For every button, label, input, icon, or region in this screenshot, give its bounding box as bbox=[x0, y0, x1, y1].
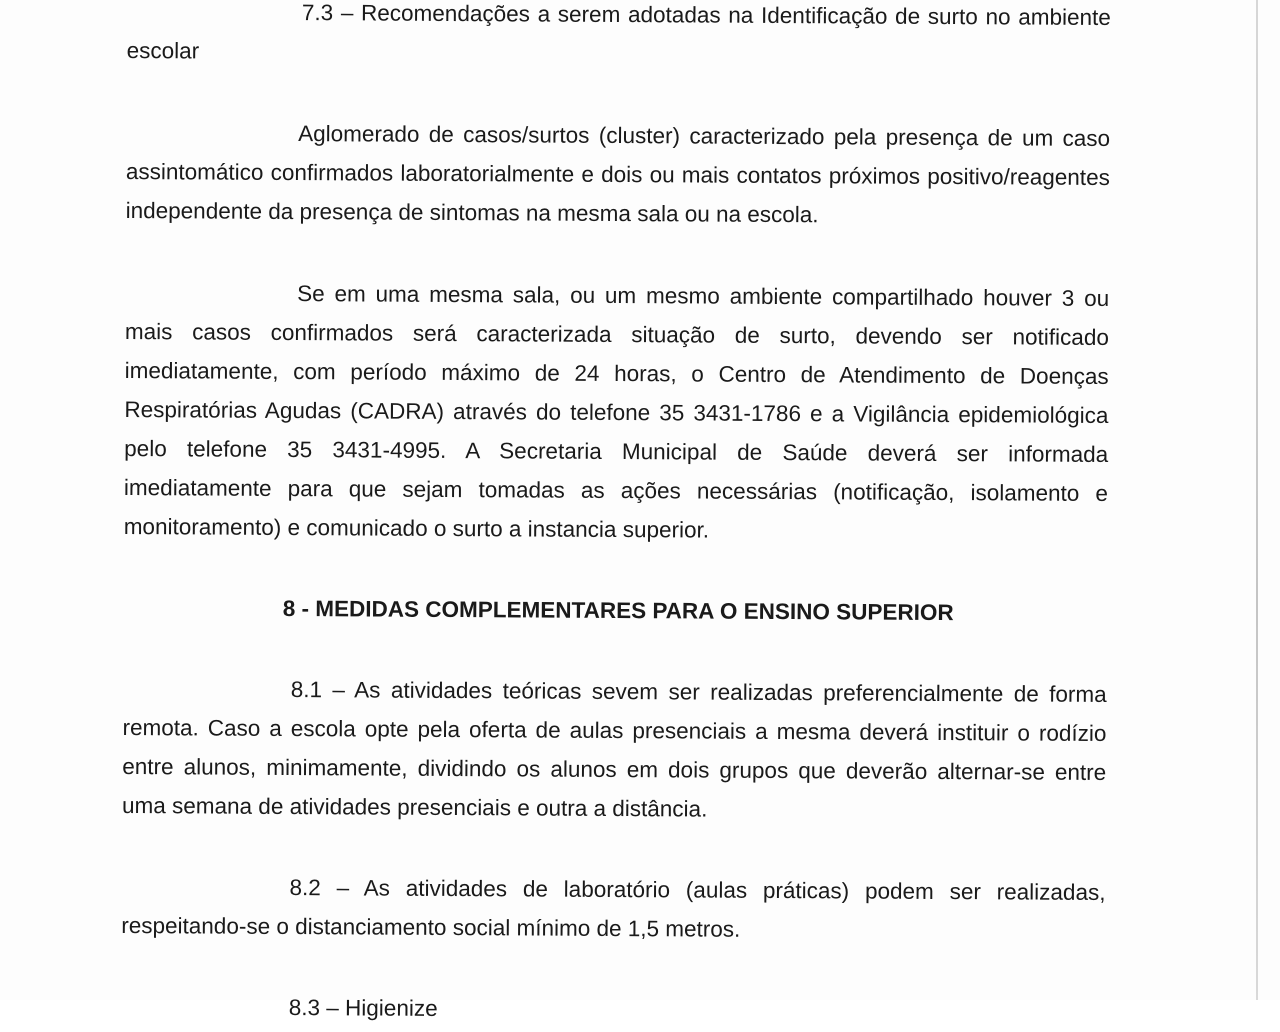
item-8-2: 8.2 – As atividades de laboratório (aulas práticas) podem ser realizadas, respeitando-se o distanciamento social mínimo de 1,5 metros. bbox=[121, 875, 1106, 942]
section-8-heading: 8 - MEDIDAS COMPLEMENTARES PARA O ENSINO SUPERIOR bbox=[282, 595, 954, 626]
item-8-1: 8.1 – As atividades teóricas sevem ser realizadas preferencialmente de forma remota. Caso a escola opte pela oferta de aulas presenciais a mesma deverá instituir o rodízio entre alunos, minimamente, dividindo os alunos em dois grupos que deverão alternar-se entre uma semana de atividades presenciais e outra a distância. bbox=[121, 677, 1107, 822]
page-edge-shadow bbox=[1256, 0, 1258, 1000]
section-7-3-title: 7.3 – Recomendações a serem adotadas na Identificação de surto no ambiente escolar bbox=[126, 0, 1111, 64]
paragraph-cluster: Aglomerado de casos/surtos (cluster) caracterizado pela presença de um caso assintomático confirmados laboratorialmente e dois ou mais contatos próximos positivo/reagentes independente da presença de sintomas na mesma sala ou na escola. bbox=[125, 121, 1111, 228]
paragraph-outbreak: Se em uma mesma sala, ou um mesmo ambiente compartilhado houver 3 ou mais casos confirmados será caracterizada situação de surto, devendo ser notificado imediatamente, com período máximo de 24 horas, o Centro de Atendimento de Doenças Respiratórias Agudas (CADRA) através do telefone 35 3431-1786 e a Vigilância epidemiológica pelo telefone 35 3431-4995. A Secretaria Municipal de Saúde deverá ser informada imediatamente para que sejam tomadas as ações necessárias (notificação, isolamento e monitoramento) e comunicado o surto a instancia superior. bbox=[123, 281, 1110, 543]
document-body bbox=[121, 0, 1111, 1032]
item-8-3-partial: 8.3 – Higienize bbox=[288, 995, 438, 1021]
